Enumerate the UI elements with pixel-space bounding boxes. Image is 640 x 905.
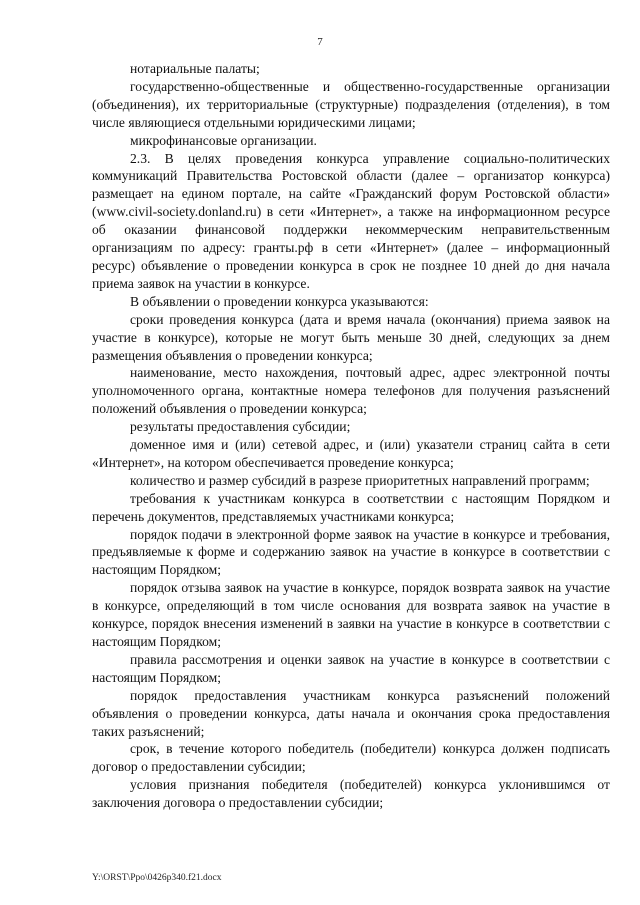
- paragraph: условия признания победителя (победителей) конкурса уклонившимся от заключения договора о предоставлении субсидии;: [92, 777, 610, 811]
- paragraph: результаты предоставления субсидии;: [130, 419, 351, 435]
- paragraph: срок, в течение которого победитель (победители) конкурса должен подписать договор о предоставлении субсидии;: [92, 741, 610, 775]
- paragraph: порядок предоставления участникам конкурса разъяснений положений объявления о проведении конкурса, даты начала и окончания срока предоставления таких разъяснений;: [92, 687, 610, 739]
- paragraph: нотариальные палаты;: [130, 61, 260, 76]
- paragraph: правила рассмотрения и оценки заявок на участие в конкурсе в соответствии с настоящим Порядком;: [92, 651, 610, 685]
- paragraph: микрофинансовые организации.: [130, 132, 317, 148]
- body-text: [92, 60, 610, 812]
- paragraph: порядок отзыва заявок на участие в конкурсе, порядок возврата заявок на участие в конкурсе, определяющий в том числе основания для возврата заявок на участие в конкурсе, порядок внесения изменений в заявки на участие в конкурсе в соответствии с настоящим Порядком;: [92, 580, 610, 649]
- paragraph: доменное имя и (или) сетевой адрес, и (или) указатели страниц сайта в сети «Интернет», на котором обеспечивается проведение конкурса;: [92, 437, 610, 470]
- file-path-footer: Y:\ORST\Ppo\0426p340.f21.docx: [92, 873, 222, 883]
- page-number: 7: [317, 36, 323, 48]
- paragraph: 2.3. В целях проведения конкурса управление социально-политических коммуникаций Правительства Ростовской области (далее – организатор конкурса) размещает на едином портале, на сайте «Гражданский форум Ростовской области» (www.civil-society.donland.ru) в сети «Интернет», а также на информационном ресурсе об оказании финансовой поддержки некоммерческим неправительственным организациям по адресу: гранты.рф в сети «Интернет» (далее – информационный ресурс) объявление о проведении конкурса в срок не позднее 10 дней до дня начала приема заявок на участии в конкурсе.: [92, 150, 610, 291]
- paragraph: наименование, место нахождения, почтовый адрес, адрес электронной почты уполномоченного органа, контактные номера телефонов для получения разъяснений положений объявления о проведении конкурса;: [92, 365, 610, 417]
- paragraph: В объявлении о проведении конкурса указываются:: [130, 293, 429, 309]
- paragraph: требования к участникам конкурса в соответствии с настоящим Порядком и перечень документов, представляемых участниками конкурса;: [92, 490, 610, 524]
- paragraph: порядок подачи в электронной форме заявок на участие в конкурсе и требования, предъявляемые к форме и содержанию заявок на участие в конкурсе в соответствии с настоящим Порядком;: [92, 526, 610, 578]
- paragraph: сроки проведения конкурса (дата и время начала (окончания) приема заявок на участие в конкурсе), которые не могут быть меньше 30 дней, следующих за днем размещения объявления о проведении конкурса;: [92, 311, 610, 363]
- paragraph: количество и размер субсидий в разрезе приоритетных направлений программ;: [130, 472, 590, 488]
- paragraph: государственно-общественные и общественно-государственные организации (объединения), их территориальные (структурные) подразделения (отделения), в том числе являющиеся отдельными юридическими лицами;: [92, 78, 610, 130]
